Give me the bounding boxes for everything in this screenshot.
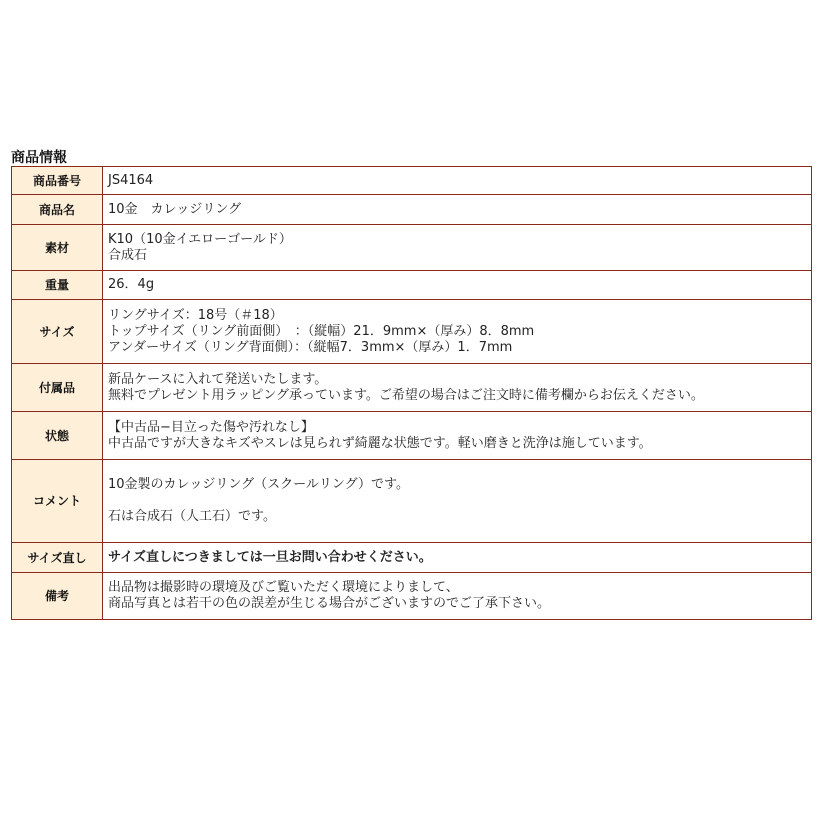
- comment-line: 10金製のカレッジリング（スクールリング）です。: [108, 477, 409, 492]
- value-condition: [103, 412, 812, 460]
- label-comment: コメント: [12, 460, 103, 543]
- section-title: 商品情報: [11, 150, 67, 166]
- value-accessories: [103, 364, 812, 412]
- table-row-condition: [12, 412, 812, 460]
- table-row-accessories: [12, 364, 812, 412]
- condition-line: 【中古品−目立った傷や汚れなし】: [108, 419, 314, 435]
- label-size: サイズ: [12, 300, 103, 364]
- label-weight: 重量: [12, 271, 103, 300]
- remarks-line: 出品物は撮影時の環境及びご覧いただく環境によりまして、: [108, 580, 459, 595]
- remarks-line: 商品写真とは若干の色の誤差が生じる場合がございますのでご了承下さい。: [108, 596, 551, 611]
- comment-line: 石は合成石（人工石）です。: [108, 509, 276, 524]
- table-row-material: [12, 225, 812, 271]
- size-line: リングサイズ：18号（＃18）: [108, 307, 283, 323]
- value-size: [103, 300, 812, 364]
- accessories-line: 無料でプレゼント用ラッピング承っています。ご希望の場合はご注文時に備考欄からお伝えください。: [108, 387, 704, 403]
- size-line: アンダーサイズ（リング背面側）：（縦幅7．3mm×（厚み）1．7mm: [108, 339, 513, 355]
- label-product-no: 商品番号: [12, 167, 103, 195]
- size-line: トップサイズ（リング前面側） ：（縦幅）21．9mm×（厚み）8．8mm: [108, 323, 535, 339]
- table-row-product-name: [12, 195, 812, 225]
- value-comment: [103, 460, 812, 543]
- comment-spacer: [108, 493, 811, 509]
- material-line: 合成石: [108, 247, 148, 263]
- condition-line: 中古品ですが大きなキズやスレは見られず綺麗な状態です。軽い磨きと洗浄は施しています。: [108, 435, 652, 451]
- table-row-remarks: [12, 573, 812, 620]
- table-row-comment: [12, 460, 812, 543]
- table-row-product-no: [12, 167, 812, 195]
- material-line: K10（10金イエローゴールド）: [108, 231, 292, 247]
- table-row-size: [12, 300, 812, 364]
- product-info-table: [11, 166, 812, 620]
- value-product-no: JS4164: [103, 167, 812, 195]
- table-row-resize: [12, 543, 812, 573]
- value-product-name: 10金 カレッジリング: [103, 195, 812, 225]
- accessories-line: 新品ケースに入れて発送いたします。: [108, 371, 328, 387]
- value-resize-warning: サイズ直しにつきましては一旦お問い合わせください。: [103, 543, 812, 573]
- label-resize: サイズ直し: [12, 543, 103, 573]
- label-condition: 状態: [12, 412, 103, 460]
- label-remarks: 備考: [12, 573, 103, 620]
- label-accessories: 付属品: [12, 364, 103, 412]
- label-material: 素材: [12, 225, 103, 271]
- value-material: [103, 225, 812, 271]
- table-row-weight: [12, 271, 812, 300]
- value-weight: 26．4g: [103, 271, 812, 300]
- value-remarks: [103, 573, 812, 620]
- label-product-name: 商品名: [12, 195, 103, 225]
